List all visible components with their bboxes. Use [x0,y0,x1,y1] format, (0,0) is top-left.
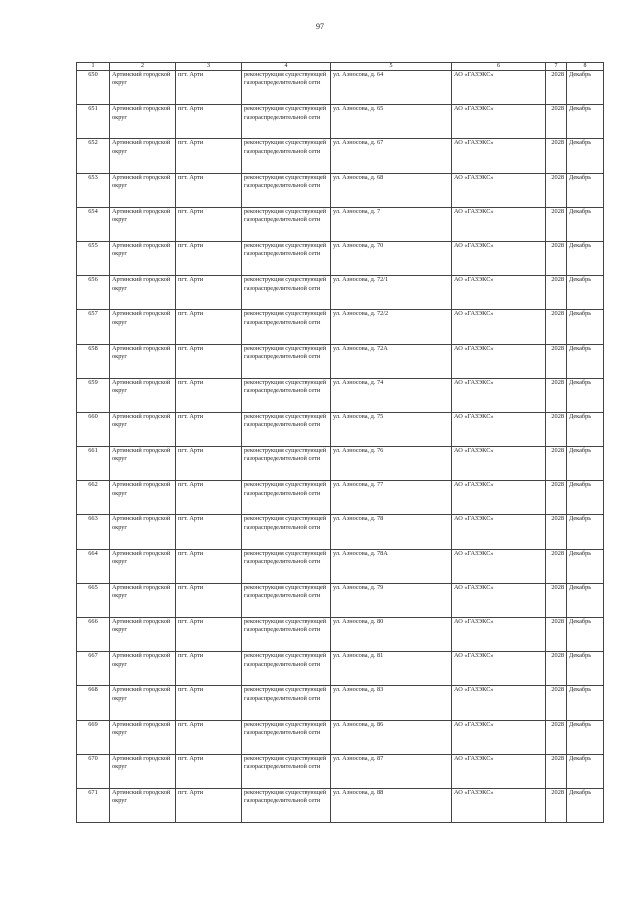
district-cell: Артинский городской округ [110,549,176,583]
operator-cell: АО «ГАЗЭКС» [452,241,546,275]
table-row [77,310,604,344]
month-cell: Декабрь [567,754,604,788]
row-number-cell: 666 [77,618,110,652]
month-cell: Декабрь [567,720,604,754]
district-cell: Артинский городской округ [110,173,176,207]
settlement-cell: пгт. Арти [176,310,242,344]
work-type-cell: реконструкция существующей газораспределительной сети [242,754,331,788]
operator-cell: АО «ГАЗЭКС» [452,276,546,310]
row-number-cell: 671 [77,788,110,822]
year-cell: 2028 [546,515,567,549]
settlement-cell: пгт. Арти [176,105,242,139]
table-row [77,618,604,652]
column-number-row [77,63,604,71]
column-number-2: 2 [110,63,176,71]
year-cell: 2028 [546,344,567,378]
row-number-cell: 651 [77,105,110,139]
row-number-cell: 654 [77,207,110,241]
district-cell: Артинский городской округ [110,788,176,822]
table-row [77,378,604,412]
year-cell: 2028 [546,71,567,105]
year-cell: 2028 [546,720,567,754]
table-row [77,412,604,446]
work-type-cell: реконструкция существующей газораспределительной сети [242,583,331,617]
table-row [77,549,604,583]
district-cell: Артинский городской округ [110,754,176,788]
operator-cell: АО «ГАЗЭКС» [452,686,546,720]
settlement-cell: пгт. Арти [176,71,242,105]
work-type-cell: реконструкция существующей газораспределительной сети [242,788,331,822]
column-number-1: 1 [77,63,110,71]
settlement-cell: пгт. Арти [176,173,242,207]
table-row [77,481,604,515]
month-cell: Декабрь [567,139,604,173]
row-number-cell: 667 [77,652,110,686]
operator-cell: АО «ГАЗЭКС» [452,105,546,139]
address-cell: ул. Азносова, д. 70 [331,241,452,275]
row-number-cell: 668 [77,686,110,720]
district-cell: Артинский городской округ [110,412,176,446]
month-cell: Декабрь [567,378,604,412]
work-type-cell: реконструкция существующей газораспределительной сети [242,207,331,241]
work-type-cell: реконструкция существующей газораспределительной сети [242,310,331,344]
year-cell: 2028 [546,652,567,686]
row-number-cell: 659 [77,378,110,412]
settlement-cell: пгт. Арти [176,720,242,754]
work-type-cell: реконструкция существующей газораспределительной сети [242,618,331,652]
district-cell: Артинский городской округ [110,481,176,515]
settlement-cell: пгт. Арти [176,412,242,446]
work-type-cell: реконструкция существующей газораспределительной сети [242,652,331,686]
table-row [77,71,604,105]
operator-cell: АО «ГАЗЭКС» [452,481,546,515]
table-row [77,139,604,173]
address-cell: ул. Азносова, д. 79 [331,583,452,617]
address-cell: ул. Азносова, д. 78А [331,549,452,583]
settlement-cell: пгт. Арти [176,549,242,583]
district-cell: Артинский городской округ [110,344,176,378]
address-cell: ул. Азносова, д. 72/1 [331,276,452,310]
address-cell: ул. Азносова, д. 88 [331,788,452,822]
work-type-cell: реконструкция существующей газораспределительной сети [242,139,331,173]
operator-cell: АО «ГАЗЭКС» [452,515,546,549]
year-cell: 2028 [546,105,567,139]
table-row [77,720,604,754]
month-cell: Декабрь [567,207,604,241]
work-type-cell: реконструкция существующей газораспределительной сети [242,276,331,310]
district-cell: Артинский городской округ [110,618,176,652]
operator-cell: АО «ГАЗЭКС» [452,173,546,207]
work-type-cell: реконструкция существующей газораспределительной сети [242,549,331,583]
district-cell: Артинский городской округ [110,207,176,241]
row-number-cell: 663 [77,515,110,549]
year-cell: 2028 [546,481,567,515]
operator-cell: АО «ГАЗЭКС» [452,788,546,822]
month-cell: Декабрь [567,481,604,515]
work-type-cell: реконструкция существующей газораспределительной сети [242,686,331,720]
operator-cell: АО «ГАЗЭКС» [452,412,546,446]
month-cell: Декабрь [567,71,604,105]
row-number-cell: 657 [77,310,110,344]
year-cell: 2028 [546,139,567,173]
year-cell: 2028 [546,310,567,344]
year-cell: 2028 [546,241,567,275]
operator-cell: АО «ГАЗЭКС» [452,618,546,652]
column-number-5: 5 [331,63,452,71]
month-cell: Декабрь [567,652,604,686]
work-type-cell: реконструкция существующей газораспределительной сети [242,412,331,446]
settlement-cell: пгт. Арти [176,276,242,310]
district-cell: Артинский городской округ [110,139,176,173]
month-cell: Декабрь [567,549,604,583]
row-number-cell: 658 [77,344,110,378]
row-number-cell: 650 [77,71,110,105]
year-cell: 2028 [546,378,567,412]
month-cell: Декабрь [567,515,604,549]
work-type-cell: реконструкция существующей газораспределительной сети [242,515,331,549]
row-number-cell: 670 [77,754,110,788]
settlement-cell: пгт. Арти [176,481,242,515]
district-cell: Артинский городской округ [110,310,176,344]
work-type-cell: реконструкция существующей газораспределительной сети [242,71,331,105]
year-cell: 2028 [546,173,567,207]
row-number-cell: 662 [77,481,110,515]
row-number-cell: 656 [77,276,110,310]
table-row [77,173,604,207]
month-cell: Декабрь [567,344,604,378]
address-cell: ул. Азносова, д. 86 [331,720,452,754]
settlement-cell: пгт. Арти [176,241,242,275]
district-cell: Артинский городской округ [110,71,176,105]
column-number-7: 7 [546,63,567,71]
settlement-cell: пгт. Арти [176,515,242,549]
settlement-cell: пгт. Арти [176,447,242,481]
address-cell: ул. Азносова, д. 7 [331,207,452,241]
month-cell: Декабрь [567,686,604,720]
work-type-cell: реконструкция существующей газораспределительной сети [242,173,331,207]
operator-cell: АО «ГАЗЭКС» [452,447,546,481]
year-cell: 2028 [546,412,567,446]
month-cell: Декабрь [567,105,604,139]
page-number: 97 [316,22,324,31]
settlement-cell: пгт. Арти [176,583,242,617]
operator-cell: АО «ГАЗЭКС» [452,549,546,583]
table-row [77,515,604,549]
settlement-cell: пгт. Арти [176,686,242,720]
address-cell: ул. Азносова, д. 72А [331,344,452,378]
year-cell: 2028 [546,618,567,652]
address-cell: ул. Азносова, д. 64 [331,71,452,105]
district-cell: Артинский городской округ [110,583,176,617]
settlement-cell: пгт. Арти [176,207,242,241]
settlement-cell: пгт. Арти [176,788,242,822]
column-number-3: 3 [176,63,242,71]
table-row [77,583,604,617]
address-cell: ул. Азносова, д. 74 [331,378,452,412]
month-cell: Декабрь [567,618,604,652]
column-number-6: 6 [452,63,546,71]
row-number-cell: 661 [77,447,110,481]
address-cell: ул. Азносова, д. 87 [331,754,452,788]
district-cell: Артинский городской округ [110,276,176,310]
table-row [77,686,604,720]
settlement-cell: пгт. Арти [176,378,242,412]
row-number-cell: 665 [77,583,110,617]
row-number-cell: 660 [77,412,110,446]
year-cell: 2028 [546,583,567,617]
column-number-4: 4 [242,63,331,71]
operator-cell: АО «ГАЗЭКС» [452,71,546,105]
address-cell: ул. Азносова, д. 72/2 [331,310,452,344]
address-cell: ул. Азносова, д. 75 [331,412,452,446]
address-cell: ул. Азносова, д. 81 [331,652,452,686]
address-cell: ул. Азносова, д. 76 [331,447,452,481]
gas-network-table [76,62,604,823]
year-cell: 2028 [546,207,567,241]
operator-cell: АО «ГАЗЭКС» [452,139,546,173]
district-cell: Артинский городской округ [110,720,176,754]
month-cell: Декабрь [567,241,604,275]
district-cell: Артинский городской округ [110,378,176,412]
row-number-cell: 669 [77,720,110,754]
month-cell: Декабрь [567,310,604,344]
row-number-cell: 653 [77,173,110,207]
settlement-cell: пгт. Арти [176,754,242,788]
table-row [77,207,604,241]
operator-cell: АО «ГАЗЭКС» [452,583,546,617]
operator-cell: АО «ГАЗЭКС» [452,378,546,412]
row-number-cell: 655 [77,241,110,275]
table-row [77,754,604,788]
operator-cell: АО «ГАЗЭКС» [452,754,546,788]
operator-cell: АО «ГАЗЭКС» [452,207,546,241]
work-type-cell: реконструкция существующей газораспределительной сети [242,720,331,754]
table-body [77,71,604,823]
year-cell: 2028 [546,686,567,720]
district-cell: Артинский городской округ [110,652,176,686]
month-cell: Декабрь [567,583,604,617]
operator-cell: АО «ГАЗЭКС» [452,310,546,344]
work-type-cell: реконструкция существующей газораспределительной сети [242,105,331,139]
year-cell: 2028 [546,754,567,788]
operator-cell: АО «ГАЗЭКС» [452,652,546,686]
address-cell: ул. Азносова, д. 68 [331,173,452,207]
work-type-cell: реконструкция существующей газораспределительной сети [242,344,331,378]
address-cell: ул. Азносова, д. 67 [331,139,452,173]
work-type-cell: реконструкция существующей газораспределительной сети [242,481,331,515]
month-cell: Декабрь [567,447,604,481]
address-cell: ул. Азносова, д. 80 [331,618,452,652]
month-cell: Декабрь [567,788,604,822]
address-cell: ул. Азносова, д. 77 [331,481,452,515]
month-cell: Декабрь [567,412,604,446]
table-row [77,652,604,686]
year-cell: 2028 [546,788,567,822]
column-number-8: 8 [567,63,604,71]
table-row [77,344,604,378]
address-cell: ул. Азносова, д. 78 [331,515,452,549]
operator-cell: АО «ГАЗЭКС» [452,344,546,378]
table-row [77,105,604,139]
year-cell: 2028 [546,549,567,583]
address-cell: ул. Азносова, д. 83 [331,686,452,720]
work-type-cell: реконструкция существующей газораспределительной сети [242,378,331,412]
district-cell: Артинский городской округ [110,447,176,481]
work-type-cell: реконструкция существующей газораспределительной сети [242,241,331,275]
district-cell: Артинский городской округ [110,686,176,720]
settlement-cell: пгт. Арти [176,652,242,686]
month-cell: Декабрь [567,173,604,207]
work-type-cell: реконструкция существующей газораспределительной сети [242,447,331,481]
address-cell: ул. Азносова, д. 65 [331,105,452,139]
row-number-cell: 664 [77,549,110,583]
year-cell: 2028 [546,447,567,481]
settlement-cell: пгт. Арти [176,139,242,173]
row-number-cell: 652 [77,139,110,173]
table-row [77,241,604,275]
district-cell: Артинский городской округ [110,515,176,549]
settlement-cell: пгт. Арти [176,618,242,652]
district-cell: Артинский городской округ [110,241,176,275]
table-row [77,276,604,310]
operator-cell: АО «ГАЗЭКС» [452,720,546,754]
district-cell: Артинский городской округ [110,105,176,139]
table-row [77,788,604,822]
settlement-cell: пгт. Арти [176,344,242,378]
table-row [77,447,604,481]
year-cell: 2028 [546,276,567,310]
month-cell: Декабрь [567,276,604,310]
